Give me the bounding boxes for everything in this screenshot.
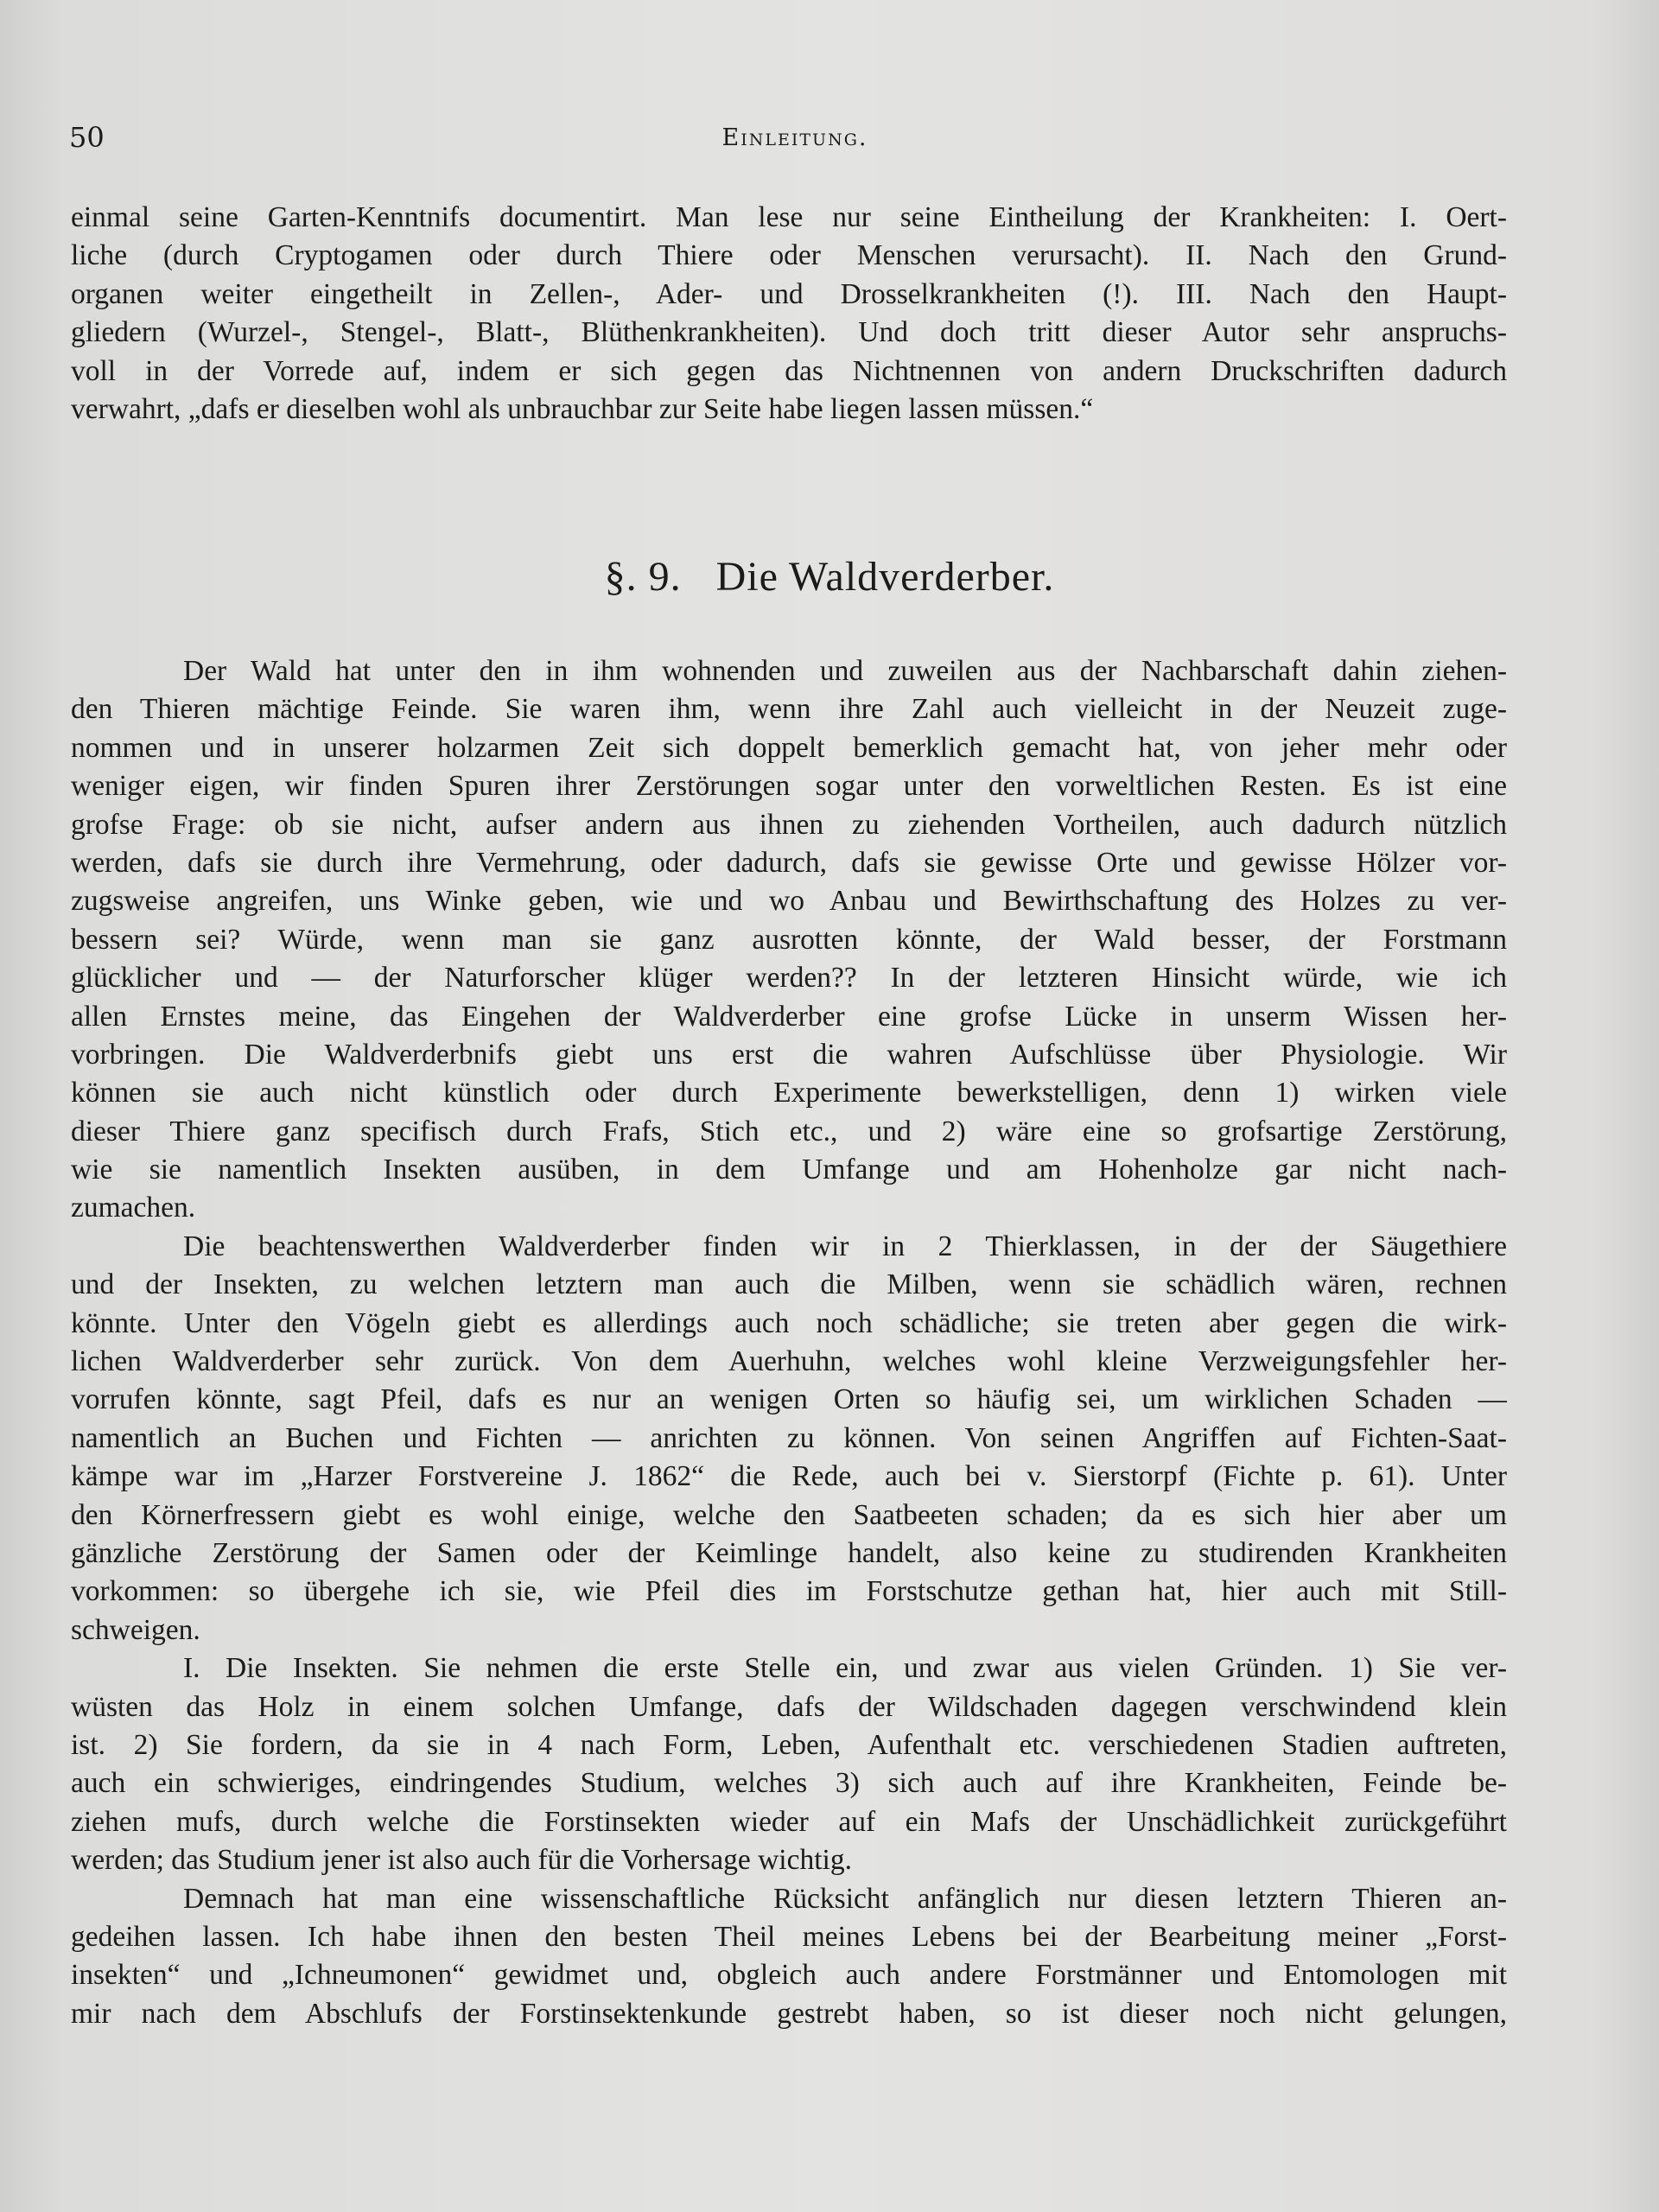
text-line: liche (durch Cryptogamen oder durch Thiere oder Menschen verursacht). II. Nach den Grund-: [71, 239, 1507, 272]
section-number: §. 9.: [604, 554, 682, 600]
text-line: auch ein schwieriges, eindringendes Studium, welches 3) sich auch auf ihre Krankheiten, Feinde be-: [71, 1767, 1507, 1800]
section-title: Die Waldverderber.: [715, 554, 1055, 600]
text-line: werden; das Studium jener ist also auch für die Vorhersage wichtig.: [71, 1844, 852, 1877]
text-line: zugsweise angreifen, uns Winke geben, wie und wo Anbau und Bewirthschaftung des Holzes zu ver-: [71, 885, 1507, 918]
text-line: voll in der Vorrede auf, indem er sich gegen das Nichtnennen von andern Druckschriften dadurch: [71, 354, 1507, 387]
text-line: allen Ernstes meine, das Eingehen der Waldverderber eine grofse Lücke in unserm Wissen her-: [71, 1000, 1507, 1033]
text-line: gänzliche Zerstörung der Samen oder der Keimlinge handelt, also keine zu studirenden Krankheiten: [71, 1536, 1507, 1569]
text-line: insekten“ und „Ichneumonen“ gewidmet und, obgleich auch andere Forstmänner und Entomologen mit: [71, 1959, 1507, 1992]
text-line: könnte. Unter den Vögeln giebt es allerdings auch noch schädliche; sie treten aber gegen die wirk-: [71, 1306, 1507, 1339]
text-line: wüsten das Holz in einem solchen Umfange, dafs der Wildschaden dagegen verschwindend klein: [71, 1690, 1507, 1723]
text-line: gedeihen lassen. Ich habe ihnen den besten Theil meines Lebens bei der Bearbeitung meiner „Forst-: [71, 1920, 1507, 1953]
text-line: den Körnerfressern giebt es wohl einige, welche den Saatbeeten schaden; da es sich hier aber um: [71, 1498, 1507, 1531]
text-line: weniger eigen, wir finden Spuren ihrer Zerstörungen sogar unter den vorweltlichen Resten. Es ist eine: [71, 770, 1507, 803]
text-line: glücklicher und — der Naturforscher klüger werden?? In der letzteren Hinsicht würde, wie ich: [71, 962, 1507, 995]
text-line: grofse Frage: ob sie nicht, aufser andern aus ihnen zu ziehenden Vortheilen, auch dadurch nützlich: [71, 808, 1507, 841]
page-number: 50: [69, 121, 105, 154]
text-line: ziehen mufs, durch welche die Forstinsekten wieder auf ein Mafs der Unschädlichkeit zurückgeführt: [71, 1805, 1507, 1838]
text-line: lichen Waldverderber sehr zurück. Von dem Auerhuhn, welches wohl kleine Verzweigungsfehler her-: [71, 1345, 1507, 1378]
text-line: verwahrt, „dafs er dieselben wohl als unbrauchbar zur Seite habe liegen lassen müssen.“: [71, 392, 1094, 425]
text-line: Die beachtenswerthen Waldverderber finden wir in 2 Thierklassen, in der der Säugethiere: [183, 1230, 1507, 1262]
top-paragraph: [71, 199, 1507, 429]
text-line: einmal seine Garten-Kenntnifs documentirt. Man lese nur seine Eintheilung der Krankheiten: I. Oert-: [71, 201, 1507, 233]
text-line: schweigen.: [71, 1613, 200, 1646]
text-line: und der Insekten, zu welchen letztern man auch die Milben, wenn sie schädlich wären, rechnen: [71, 1268, 1507, 1301]
running-head: Einleitung.: [721, 124, 868, 151]
text-line: Der Wald hat unter den in ihm wohnenden und zuweilen aus der Nachbarschaft dahin ziehen-: [183, 655, 1507, 687]
page-header: [69, 121, 1521, 164]
text-line: namentlich an Buchen und Fichten — anrichten zu können. Von seinen Angriffen auf Fichten-Saat-: [71, 1421, 1507, 1454]
text-line: den Thieren mächtige Feinde. Sie waren ihm, wenn ihre Zahl auch vielleicht in der Neuzeit zuge-: [71, 693, 1507, 726]
text-line: dieser Thiere ganz specifisch durch Frafs, Stich etc., und 2) wäre eine so grofsartige Zerstörung,: [71, 1115, 1507, 1147]
text-line: ist. 2) Sie fordern, da sie in 4 nach Form, Leben, Aufenthalt etc. verschiedenen Stadien auftreten,: [71, 1728, 1507, 1761]
main-text: [71, 652, 1507, 2033]
text-line: organen weiter eingetheilt in Zellen-, Ader- und Drosselkrankheiten (!). III. Nach den Haupt-: [71, 277, 1507, 310]
text-line: werden, dafs sie durch ihre Vermehrung, oder dadurch, dafs sie gewisse Orte und gewisse Hölzer vor-: [71, 846, 1507, 879]
text-line: Demnach hat man eine wissenschaftliche Rücksicht anfänglich nur diesen letztern Thieren an-: [183, 1882, 1507, 1915]
text-line: vorkommen: so übergehe ich sie, wie Pfeil dies im Forstschutze gethan hat, hier auch mit Still-: [71, 1575, 1507, 1608]
text-line: vorbringen. Die Waldverderbnifs giebt uns erst die wahren Aufschlüsse über Physiologie. Wir: [71, 1038, 1507, 1071]
text-line: können sie auch nicht künstlich oder durch Experimente bewerkstelligen, denn 1) wirken viele: [71, 1077, 1507, 1109]
text-line: zumachen.: [71, 1192, 196, 1224]
text-line: gliedern (Wurzel-, Stengel-, Blatt-, Blüthenkrankheiten). Und doch tritt dieser Autor sehr anspruchs-: [71, 316, 1507, 349]
text-line: wie sie namentlich Insekten ausüben, in dem Umfange und am Hohenholze gar nicht nach-: [71, 1154, 1507, 1186]
text-line: bessern sei? Würde, wenn man sie ganz ausrotten könnte, der Wald besser, der Forstmann: [71, 923, 1507, 956]
text-line: kämpe war im „Harzer Forstvereine J. 1862“ die Rede, auch bei v. Sierstorpf (Fichte p. 61). Unter: [71, 1460, 1507, 1493]
text-line: I. Die Insekten. Sie nehmen die erste Stelle ein, und zwar aus vielen Gründen. 1) Sie ver-: [183, 1652, 1507, 1685]
text-line: mir nach dem Abschlufs der Forstinsektenkunde gestrebt haben, so ist dieser noch nicht gelungen,: [71, 1997, 1507, 2030]
section-heading: [0, 553, 1659, 601]
text-line: nommen und in unserer holzarmen Zeit sich doppelt bemerklich gemacht hat, von jeher mehr oder: [71, 731, 1507, 764]
text-line: vorrufen könnte, sagt Pfeil, dafs es nur an wenigen Orten so häufig sei, um wirklichen Schaden —: [71, 1383, 1507, 1416]
